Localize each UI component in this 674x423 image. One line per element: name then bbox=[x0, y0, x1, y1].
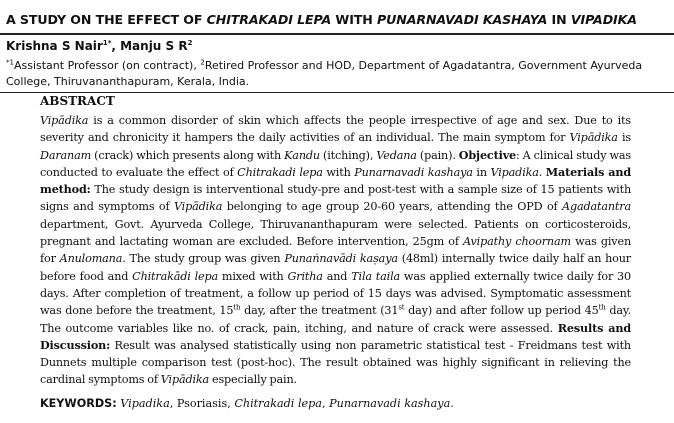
affiliation: $^{*1}$Assistant Professor (on contract), $^2$Retired Professor and HOD, Department of Agadatantra, Government Ayurveda College, Thiruvananthapuram, Kerala, India. bbox=[6, 58, 643, 88]
paper-title: A STUDY ON THE EFFECT OF CHITRAKADI LEPA WITH PUNARNAVADI KASHAYA IN VIPADIKA bbox=[6, 12, 637, 27]
objective-label: Objective bbox=[458, 147, 517, 162]
keywords-label: KEYWORDS: bbox=[40, 397, 117, 410]
methods-label: Materials and method: bbox=[40, 164, 631, 197]
author-name: Krishna S Nair bbox=[6, 39, 103, 53]
keywords: KEYWORDS: Vipadika, Psoriasis, Chitrakadi lepa, Punarnavadi kashaya. bbox=[40, 397, 454, 410]
results-label: Results and Discussion: bbox=[40, 320, 631, 352]
abstract-heading: ABSTRACT bbox=[40, 94, 115, 108]
affiliation-divider bbox=[0, 92, 674, 93]
author-name: Manju S R bbox=[120, 39, 188, 53]
title-divider bbox=[0, 33, 674, 35]
abstract-body: Vipādika is a common disorder of skin which affects the people irrespective of age and sex. Due to its severity and chronicity it hampers the daily activities of an individual. The main symptom for Vipādika is Daranam (crack) which presents along with Kandu (itching), Vedana (pain). Objective: A clinical study was conducted to evaluate the effect of Chitrakadi lepa with Punarnavadi kashaya in Vipadika. Materials and method: The study design is interventional study-pre and post-test with a sample size of 15 patients with signs and symptoms of Vipādika belonging to age group 20-60 years, attending the OPD of Agadatantra department, Govt. Ayurveda College, Thiruvananthapuram were selected. Patients on corticosteroids, pregnant and lactating woman are excluded. Before intervention, 25gm of Avipathy choornam was given for Anulomana. The study group was given Punaṅnavādi kaṣaya (48ml) internally twice daily half an hour before food and Chitrakādi lepa mixed with Gritha and Tila taila was applied externally twice daily for 30 days. After completion of treatment, a follow up period of 15 days was advised. Symptomatic assessment was done before the treatment, 15th day, after the treatment (31st day) and after follow up period 45th day. The outcome variables like no. of crack, pain, itching, and nature of crack were assessed. Results and Discussion: Result was analysed statistically using non parametric statistical test - Freidmans test with Dunnets multiple comparison test (post-hoc). The result obtained was highly significant in relieving the cardinal symptoms of Vipādika especially pain. bbox=[40, 114, 632, 387]
author-list: Krishna S Nair$^{1*}$, Manju S $R^2$ bbox=[6, 39, 193, 53]
